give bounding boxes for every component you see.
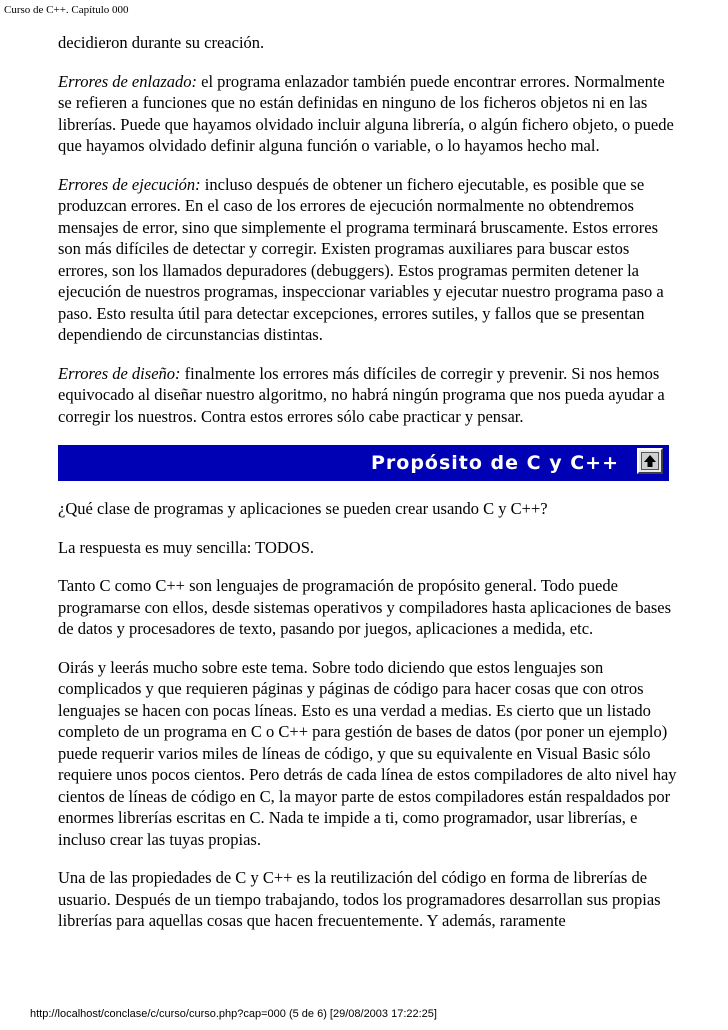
section-title: Propósito de C y C++ [370, 452, 619, 474]
paragraph-runtime-errors [58, 174, 678, 346]
running-header: Curso de C++. Capítulo 000 [4, 4, 129, 16]
paragraph-question: ¿Qué clase de programas y aplicaciones se pueden crear usando C y C++? [58, 499, 548, 518]
paragraph-reuse: Una de las propiedades de C y C++ es la reutilización del código en forma de librerías de usuario. Después de un tiempo trabajando, todos los programadores desarrollan sus propias librerías para aquellas cosas que hacen frecuentemente. Y además, raramente [58, 868, 661, 930]
paragraph-design-errors [58, 363, 678, 428]
section-heading-bar [58, 445, 669, 481]
up-arrow-icon [642, 453, 658, 469]
paragraph-text: finalmente los errores más difíciles de corregir y prevenir. Si nos hemos equivocado al diseñar nuestro algoritmo, no habrá ningún programa que nos pueda ayudar a corregir los nuestros. Contra estos errores sólo cabe practicar y pensar. [58, 363, 665, 426]
paragraph-complexity: Oirás y leerás mucho sobre este tema. Sobre todo diciendo que estos lenguajes son complicados y que requieren páginas y páginas de código para hacer cosas que con otros lenguajes se hacen con pocas líneas. Esto es una verdad a medias. Es cierto que un listado completo de un programa en C o C++ para gestión de bases de datos (por poner un ejemplo) puede requerir varios miles de líneas de código, y que su equivalente en Visual Basic sólo requiere unos pocos cientos. Pero detrás de cada línea de estos compiladores de alto nivel hay cientos de líneas de código en C, la mayor parte de estos compiladores están respaldados por enormes librerías escritas en C. Nada te impide a ti, como programador, usar librerías, e incluso crear las tuyas propias. [58, 657, 677, 849]
back-to-top-button[interactable] [637, 448, 663, 474]
paragraph-lead: Errores de diseño: [58, 363, 181, 383]
paragraph-text: el programa enlazador también puede encontrar errores. Normalmente se refieren a funciones que no están definidas en ninguno de los ficheros objetos ni en las librerías. Puede que hayamos olvidado incluir alguna librería, o algún fichero objeto, o puede que hayamos olvidado definir alguna función o variable, o lo hayamos hecho mal. [58, 71, 674, 155]
paragraph-general-purpose: Tanto C como C++ son lenguajes de programación de propósito general. Todo puede programarse con ellos, desde sistemas operativos y compiladores hasta aplicaciones de bases de datos y procesadores de texto, pasando por juegos, aplicaciones a medida, etc. [58, 576, 672, 638]
paragraph-lead: Errores de ejecución: [58, 174, 201, 194]
paragraph-lead: Errores de enlazado: [58, 71, 198, 91]
paragraph-text: incluso después de obtener un fichero ejecutable, es posible que se produzcan errores. En el caso de los errores de ejecución normalmente no obtendremos mensajes de error, sino que simplemente el programa terminará bruscamente. Estos errores son más difíciles de detectar y corregir. Existen programas auxiliares para buscar estos errores, son los llamados depuradores (debuggers). Estos programas permiten detener la ejecución de nuestros programas, inspeccionar variables y ejecutar nuestro programa paso a paso. Esto resulta útil para detectar excepciones, errores sutiles, y fallos que se presentan dependiendo de circunstancias distintas. [58, 174, 664, 344]
paragraph-link-errors [58, 71, 678, 157]
paragraph-answer: La respuesta es muy sencilla: TODOS. [58, 537, 315, 557]
paragraph-text: decidieron durante su creación. [58, 33, 265, 52]
document-body [58, 32, 678, 949]
paragraph-continuation [58, 32, 678, 54]
page-footer-url: http://localhost/conclase/c/curso/curso.php?cap=000 (5 de 6) [29/08/2003 17:22:25] [30, 1008, 437, 1020]
